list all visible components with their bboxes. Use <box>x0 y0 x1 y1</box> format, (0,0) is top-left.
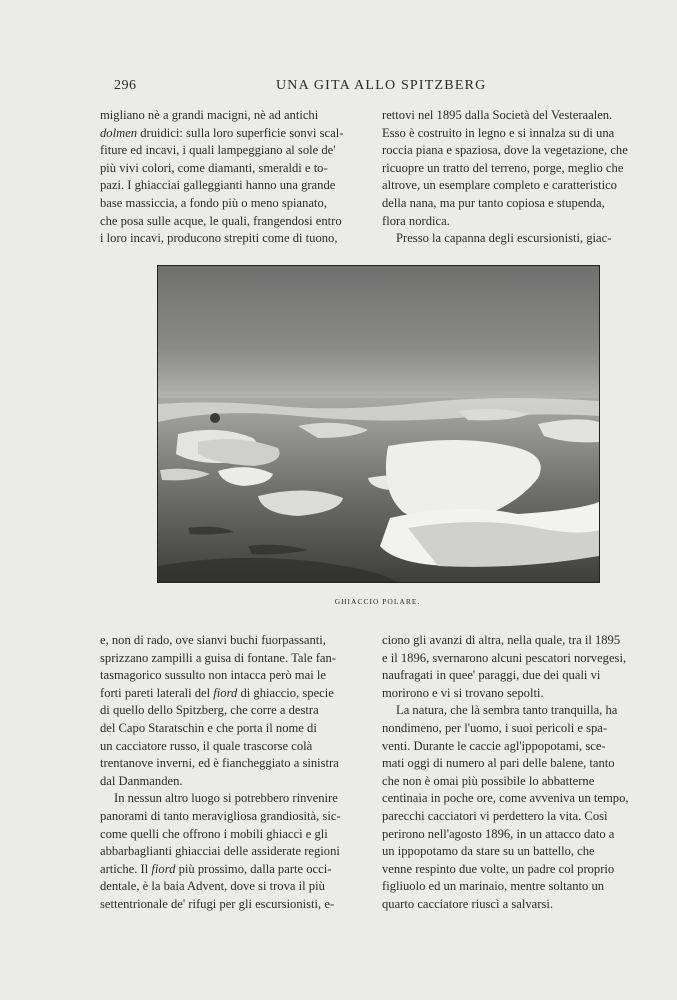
italic-term: fiord <box>151 861 176 876</box>
bottom-right-column <box>382 632 647 914</box>
italic-term: fiord <box>213 685 238 700</box>
text-line: migliano nè a grandi macigni, nè ad antichi dolmen druidici: sulla loro superficie sonvi scal- fiture ed incavi, i quali lampeggiano al sole de' più vivi colori, come diamanti, smeraldi e to- pazi. I ghiacciai galleggianti hanno una grande base massiccia, a fondo più o meno spianato, che posa sulle acque, le quali, frangendosi entro i loro incavi, producono strepiti come di tuono, <box>100 108 344 246</box>
text-line: La natura, che là sembra tanto tranquilla, ha nondimeno, per l'uomo, i suoi pericoli e spa- venti. Durante le caccie agl'ippopotami, sce- mati oggi di numero al pari delle balene, tanto che non è omai più possibile lo abbatterne centinaia in poche ore, come avveniva un tempo, parecchi cacciatori vi perdettero la vita. Così perirono nell'agosto 1896, in un attacco dato a un ippopotamo da stare su un battello, che venne respinto due volte, un padre col proprio figliuolo ed un marinaio, mentre soltanto un quarto cacciatore riuscì a salvarsi. <box>382 703 629 911</box>
running-head: UNA GITA ALLO SPITZBERG <box>276 78 487 93</box>
top-left-column <box>100 107 365 248</box>
text-line: In nessun altro luogo si potrebbero rinvenire panorami di tanto meravigliosa grandiosità, sic- come quelli che offrono i mobili ghiacci e gli abbarbaglianti ghiacciai delle assiderate regioni artiche. Il fiord più prossimo, dalla parte occi- dentale, è la baia Advent, dove si trova il più settentrionale de' rifugi per gli escursionisti, e- <box>100 791 341 911</box>
top-right-column <box>382 107 647 248</box>
bottom-left-column <box>100 632 365 914</box>
polar-ice-photograph <box>157 265 600 583</box>
figure-caption: GHIACCIO POLARE. <box>334 597 421 606</box>
text-line: Presso la capanna degli escursionisti, giac- <box>396 231 612 246</box>
italic-term: dolmen <box>100 125 138 140</box>
page-number: 296 <box>114 78 137 93</box>
text-line: ciono gli avanzi di altra, nella quale, tra il 1895 e il 1896, svernarono alcuni pescatori norvegesi, naufragati in quee' paraggi, due dei quali vi morirono e vi si trovano sepolti. <box>382 633 627 700</box>
photo-illustration <box>158 266 599 582</box>
text-line: rettovi nel 1895 dalla Società del Vesteraalen. Esso è costruito in legno e si innalza su di una roccia piana e spaziosa, dove la vegetazione, che ricuopre un tratto del terreno, porge, meglio che altrove, un esemplare completo e caratteristico della nana, ma pur tanto copiosa e stupenda, flora nordica. <box>382 108 628 228</box>
sky <box>158 266 599 401</box>
page-header <box>100 78 652 98</box>
distant-figure <box>210 413 220 423</box>
text-line: e, non di rado, ove sianvi buchi fuorpassanti, sprizzano zampilli a guisa di fontane. Tale fan- tasmagorico sussulto non intacca però mai le forti pareti laterali del fiord di ghiaccio, specie di quello dello Spitzberg, che corre a destra del Capo Staratschin e che porta il nome di un cacciatore russo, il quale trascorse colà trentanove inverni, ed è fiancheggiato a sinistra dal Danmanden. <box>100 633 339 788</box>
